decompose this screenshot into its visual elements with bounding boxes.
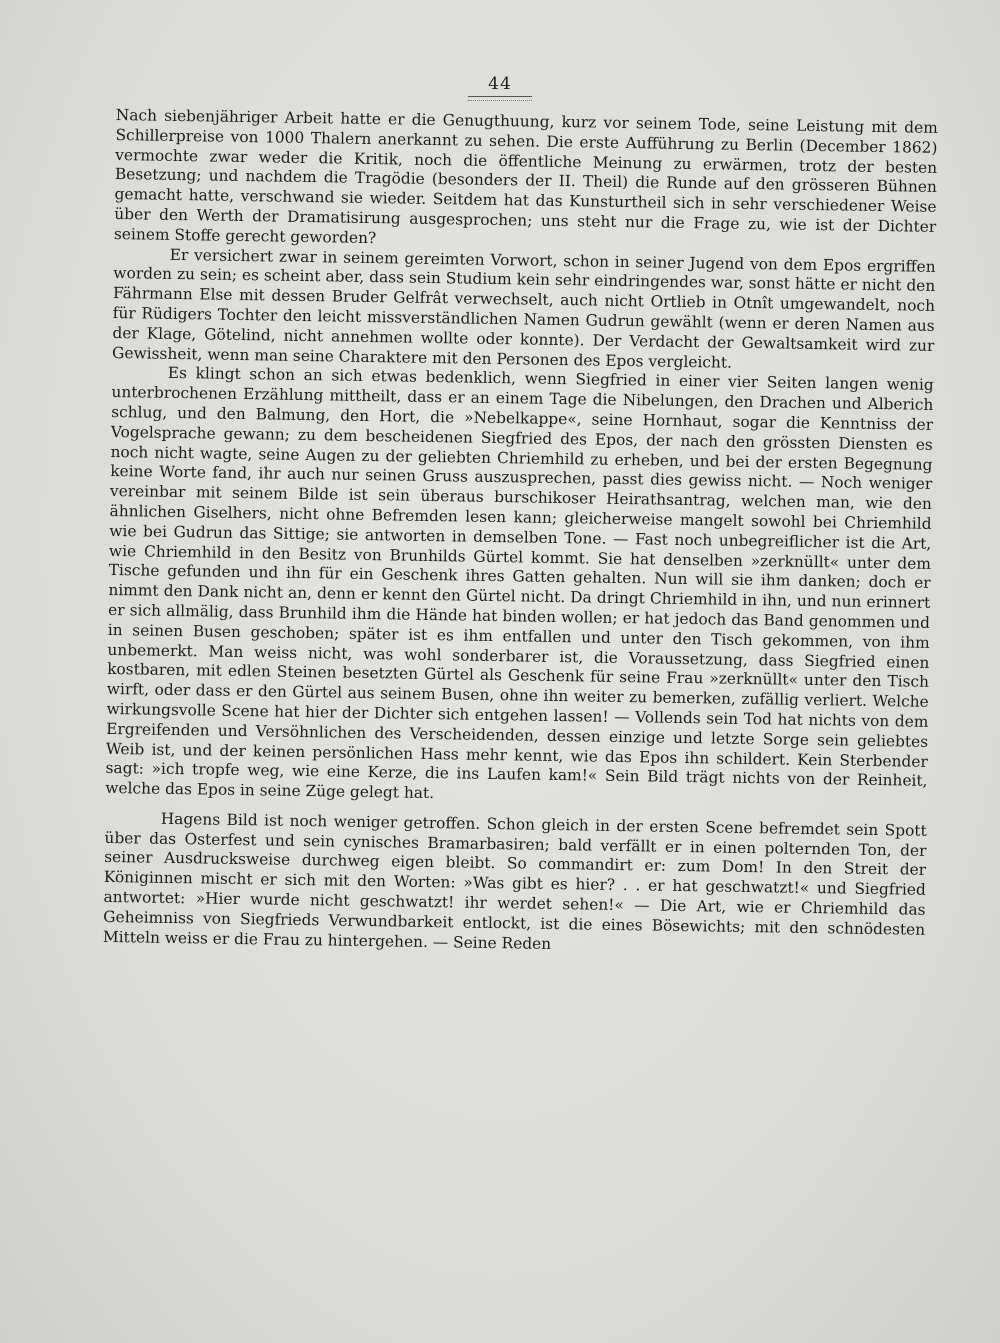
paragraph-3: Es klingt schon an sich etwas bedenklich, wenn Siegfried in einer vier Seiten langen wenig unterbrochenen Erzählung mittheilt, dass er an einem Tage die Nibelungen, den Drachen und Alberich schlug, und den Balmung, den Hort, die »Nebelkappe«, seine Hornhaut, sogar die Kenntniss der Vogelsprache gewann; zu dem bescheidenen Siegfried des Epos, der nach den grössten Diensten es noch nicht wagte, seine Augen zu der geliebten Chriemhild zu erheben, und bei der ersten Begegnung keine Worte fand, ihr auch nur seinen Gruss auszusprechen, passt dies gewiss nicht. — Noch weniger vereinbar mit seinem Bilde ist sein überaus burschikoser Heirathsantrag, welchen man, wie den ähnlichen Giselhers, nicht ohne Befremden lesen kann; gleicherweise mangelt sowohl bei Chriemhild wie bei Gudrun das Sittige; sie antworten in demselben Tone. — Fast noch unbegreiflicher ist die Art, wie Chriemhild in den Besitz von Brunhilds Gürtel kommt. Sie hat denselben »zerknüllt« unter dem Tische gefunden und ihn für ein Geschenk ihres Gatten gehalten. Nun will sie ihm danken; doch er nimmt den Dank nicht an, denn er kennt den Gürtel nicht. Da dringt Chriemhild in ihn, und nun erinnert er sich allmälig, dass Brunhild ihm die Hände hat binden wollen; er hat jedoch das Band genommen und in seinen Busen geschoben; später ist es ihm entfallen und unter den Tisch gekommen, von ihm unbemerkt. Man weiss nicht, was wohl sonderbarer ist, die Voraussetzung, dass Siegfried einen kostbaren, mit edlen Steinen besetzten Gürtel als Geschenk für seine Frau »zerknüllt« unter den Tisch wirft, oder dass er den Gürtel aus seinem Busen, ohne ihn weiter zu bemerken, zufällig verliert. Welche wirkungsvolle Scene hat hier der Dichter sich entgehen lassen! — Vollends sein Tod hat nichts von dem Ergreifenden und Versöhnlichen des Verscheidenden, dessen einzige und letzte Sorge sein geliebtes Weib ist, und der keinen persönlichen Hass mehr kennt, wie das Epos ihn schildert. Kein Sterbender sagt: »ich tropfe weg, wie eine Kerze, die ins Laufen kam!« Sein Bild trägt nichts von der Reinheit, welche das Epos in seine Züge gelegt hat. xyxy=(105,364,934,803)
paragraph-1: Nach siebenjähriger Arbeit hatte er die Genugthuung, kurz vor seinem Tode, seine Leistung mit dem Schillerpreise von 1000 Thalern anerkannt zu sehen. Die erste Aufführung zu Berlin (December 1862) vermochte zwar weder die Kritik, noch die öffentliche Meinung zu erwärmen, trotz der besten Besetzung; und nachdem die Tragödie (besonders der II. Theil) die Runde auf den grösseren Bühnen gemacht hatte, verschwand sie wieder. Seitdem hat das Kunsturtheil sich in sehr verschiedener Weise über den Werth der Dramatisirung ausgesprochen; uns steht nur die Frage zu, wie ist der Dichter seinem Stoffe gerecht geworden? xyxy=(113,106,938,247)
body-text xyxy=(103,106,938,960)
paragraph-4: Hagens Bild ist noch weniger getroffen. Schon gleich in der ersten Scene befremdet sein Spott über das Osterfest und sein cynisches Bramarbasiren; bald verfällt er in einen polternden Ton, der seiner Ausdrucksweise durchweg eigen bleibt. So commandirt er: zum Dom! In den Streit der Königinnen mischt er sich mit den Worten: »Was gibt es hier? . . er hat geschwatzt!« und Siegfried antwortet: »Hier wurde nicht geschwatzt! ihr werdet sehen!« — Die Art, wie er Chriemhild das Geheimniss von Siegfrieds Verwundbarkeit entlockt, ist die eines Bösewichts; mit den schnödesten Mitteln weiss er die Frau zu hintergehen. — Seine Reden xyxy=(102,809,927,953)
paragraph-2: Er versichert zwar in seinem gereimten Vorwort, schon in seiner Jugend von dem Epos ergriffen worden zu sein; es scheint aber, dass sein Studium kein sehr eindringendes war, sonst hätte er nicht den Fährmann Else mit dessen Bruder Gelfrât verwechselt, auch nicht Ortlieb in Otnît umgewandelt, noch für Rüdigers Tochter den leicht missverständlichen Namen Gudrun gewählt (wenn er deren Namen aus der Klage, Götelind, nicht annehmen wollte oder konnte). Der Verdacht der Gewaltsamkeit wird zur Gewissheit, wenn man seine Charaktere mit den Personen des Epos vergleicht. xyxy=(111,245,936,372)
page-number-ornament xyxy=(468,96,532,101)
page-number: 44 xyxy=(0,74,1000,101)
